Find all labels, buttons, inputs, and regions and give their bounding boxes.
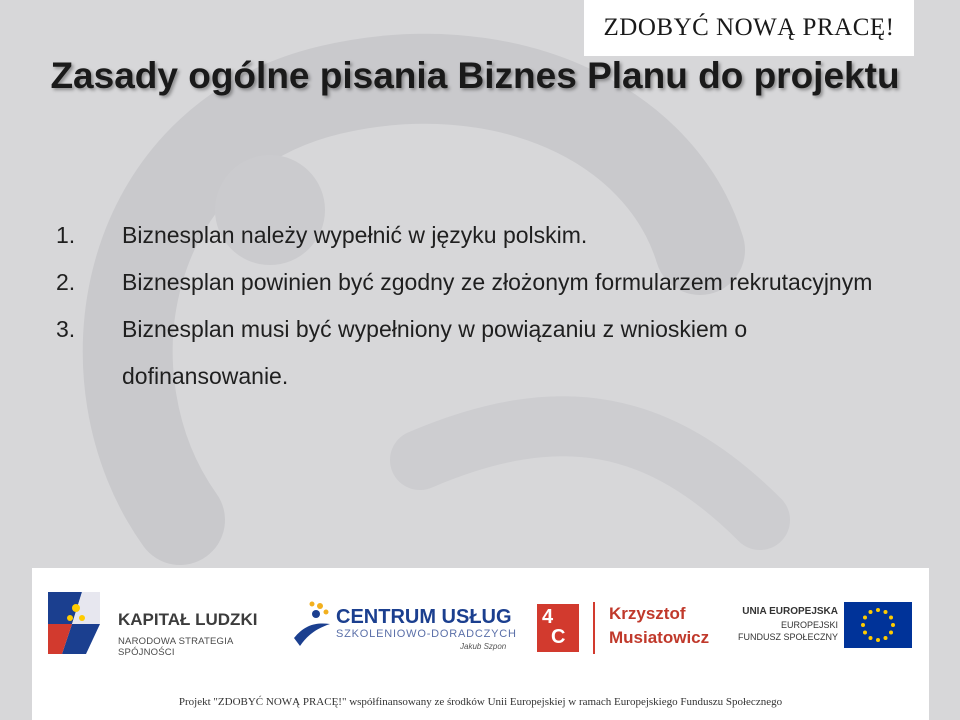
list-item-text: Biznesplan należy wypełnić w języku polskim.	[122, 222, 588, 248]
footer-logos-bar	[32, 568, 929, 720]
eu-logo	[738, 602, 918, 658]
km-first-name: Krzysztof	[609, 604, 686, 623]
km-emblem-letter: C	[551, 626, 566, 648]
project-logo-text: ZDOBYĆ NOWĄ PRACĘ!	[603, 14, 895, 41]
slide-title: Zasady ogólne pisania Biznes Planu do projektu	[50, 55, 900, 96]
centrum-uslug-logo	[290, 598, 540, 658]
cofinancing-note: Projekt "ZDOBYĆ NOWĄ PRACĘ!" współfinansowany ze środków Unii Europejskiej w ramach Europejskiego Funduszu Społecznego	[178, 696, 783, 708]
list-item-text: Biznesplan musi być wypełniony w powiązaniu z wnioskiem o dofinansowanie.	[122, 316, 748, 389]
kapital-ludzki-name: KAPITAŁ LUDZKI	[118, 610, 258, 629]
krzysztof-musiatowicz-logo	[537, 602, 717, 658]
km-emblem-digit: 4	[542, 606, 554, 628]
eu-fund-line2: FUNDUSZ SPOŁECZNY	[737, 632, 838, 642]
eu-flag-icon	[844, 602, 912, 648]
list-item	[56, 306, 876, 400]
eu-name: UNIA EUROPEJSKA	[742, 606, 838, 617]
km-divider	[593, 602, 595, 654]
kapital-ludzki-logo	[42, 588, 282, 658]
rules-list	[56, 212, 876, 400]
list-item-number: 3.	[56, 316, 76, 342]
runner-star-icon	[290, 598, 334, 648]
list-item-number: 1.	[56, 222, 76, 248]
centrum-uslug-author: Jakub Szpon	[460, 642, 507, 651]
km-last-name: Musiatowicz	[609, 628, 710, 647]
km-emblem	[537, 604, 579, 652]
project-logo	[584, 0, 914, 56]
eu-fund-line1: EUROPEJSKI	[780, 620, 838, 630]
list-item-text: Biznesplan powinien być zgodny ze złożonym formularzem rekrutacyjnym	[122, 269, 873, 295]
list-item	[56, 212, 876, 259]
kapital-ludzki-emblem-icon	[42, 588, 106, 658]
centrum-uslug-subtitle: SZKOLENIOWO-DORADCZYCH	[336, 628, 517, 640]
centrum-uslug-name: CENTRUM USŁUG	[336, 606, 512, 628]
kapital-ludzki-subtitle: NARODOWA STRATEGIA SPÓJNOŚCI	[118, 636, 233, 658]
list-item	[56, 259, 876, 306]
list-item-number: 2.	[56, 269, 76, 295]
